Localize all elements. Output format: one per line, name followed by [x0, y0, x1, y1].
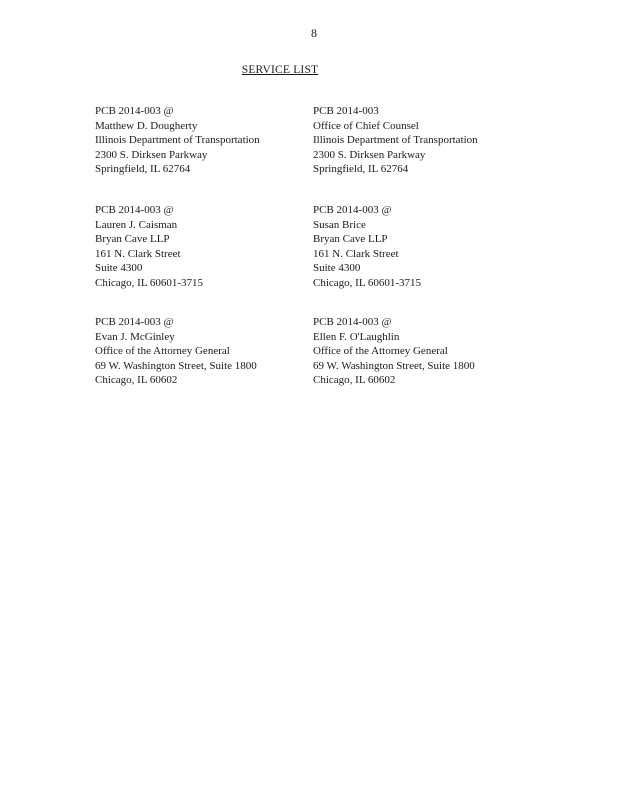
organization: Illinois Department of Transportation: [95, 134, 260, 147]
case-number: PCB 2014-003 @: [95, 105, 174, 117]
city-state-zip: Springfield, IL 62764: [95, 163, 191, 176]
page-number: 8: [311, 26, 317, 40]
recipient-name: Office of Chief Counsel: [313, 119, 419, 132]
city-state-zip: Chicago, IL 60602: [95, 374, 178, 387]
service-entry-dougherty: [95, 104, 260, 177]
service-entry-brice: [313, 203, 421, 291]
service-entry-olaughlin: [313, 315, 475, 388]
organization: Office of the Attorney General: [95, 345, 230, 358]
street-address: 161 N. Clark Street: [313, 247, 399, 260]
street-address: 69 W. Washington Street, Suite 1800: [95, 359, 257, 372]
case-number: PCB 2014-003: [313, 105, 379, 117]
city-state-zip: Chicago, IL 60601-3715: [313, 276, 422, 289]
organization: Illinois Department of Transportation: [313, 134, 478, 147]
service-entry-caisman: [95, 203, 203, 291]
suite: Suite 4300: [313, 262, 361, 275]
service-entry-chief-counsel: [313, 104, 478, 177]
city-state-zip: Chicago, IL 60602: [313, 374, 396, 387]
service-entry-mcginley: [95, 315, 257, 388]
city-state-zip: Springfield, IL 62764: [313, 163, 409, 176]
recipient-name: Matthew D. Dougherty: [95, 119, 198, 132]
street-address: 161 N. Clark Street: [95, 247, 181, 260]
organization: Bryan Cave LLP: [95, 233, 170, 246]
street-address: 2300 S. Dirksen Parkway: [313, 148, 426, 161]
case-number: PCB 2014-003 @: [313, 316, 392, 328]
street-address: 2300 S. Dirksen Parkway: [95, 148, 208, 161]
street-address: 69 W. Washington Street, Suite 1800: [313, 359, 475, 372]
recipient-name: Lauren J. Caisman: [95, 218, 178, 231]
organization: Office of the Attorney General: [313, 345, 448, 358]
city-state-zip: Chicago, IL 60601-3715: [95, 276, 204, 289]
case-number: PCB 2014-003 @: [313, 204, 392, 216]
recipient-name: Susan Brice: [313, 218, 366, 231]
recipient-name: Ellen F. O'Laughlin: [313, 330, 400, 343]
organization: Bryan Cave LLP: [313, 233, 388, 246]
service-list-title: SERVICE LIST: [241, 64, 319, 76]
suite: Suite 4300: [95, 262, 143, 275]
case-number: PCB 2014-003 @: [95, 316, 174, 328]
recipient-name: Evan J. McGinley: [95, 330, 175, 343]
case-number: PCB 2014-003 @: [95, 204, 174, 216]
